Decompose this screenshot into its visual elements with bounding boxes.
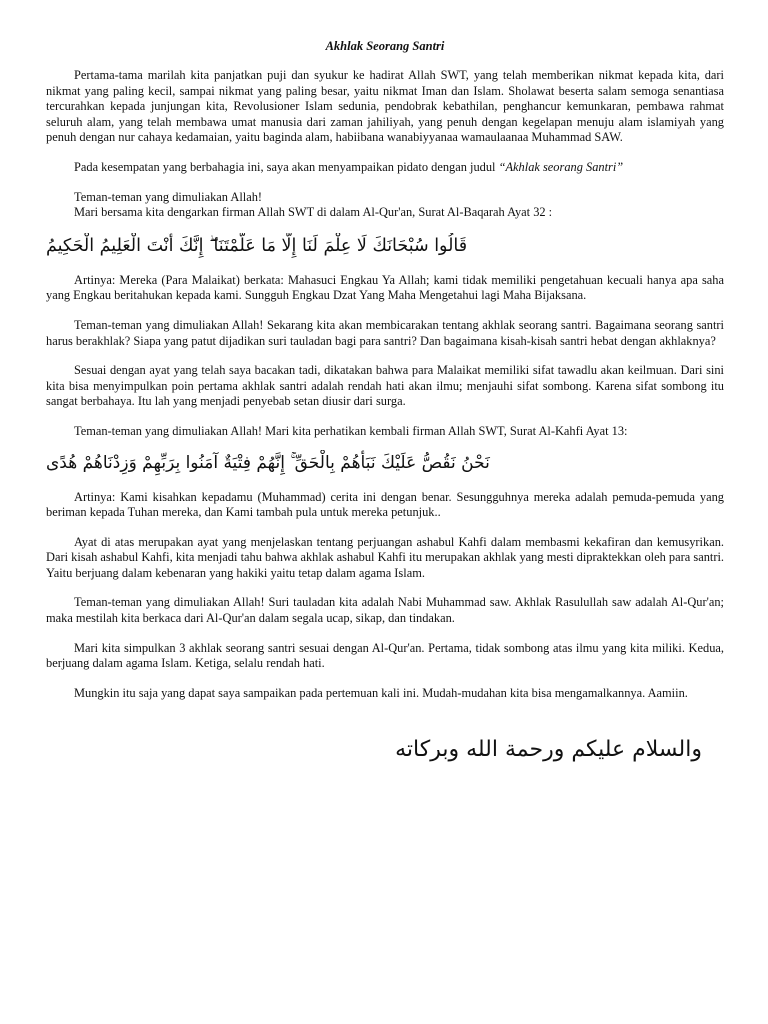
- ayah-al-baqarah-32: قَالُوا سُبْحَانَكَ لَا عِلْمَ لَنَا إِلَّا مَا عَلَّمْتَنَا ۖ إِنَّكَ أَنْتَ الْعَلِيمُ الْحَكِيمُ: [46, 235, 468, 256]
- paragraph-translation-2: Artinya: Kami kisahkan kepadamu (Muhammad) cerita ini dengan benar. Sesungguhnya mereka adalah pemuda-pemuda yang beriman kepada Tuhan mereka, dan Kami tambah pula untuk mereka petunjuk..: [46, 489, 724, 520]
- document-title: Akhlak Seorang Santri: [325, 39, 445, 53]
- paragraph-speech-title: [46, 160, 724, 176]
- paragraph-closing-remarks: Mungkin itu saja yang dapat saya sampaikan pada pertemuan kali ini. Mudah-mudahan kita bisa mengamalkannya. Aamiin.: [74, 685, 688, 700]
- ayah-al-kahfi-13: نَحْنُ نَقُصُّ عَلَيْكَ نَبَأَهُمْ بِالْحَقِّ ۚ إِنَّهُمْ فِتْيَةٌ آمَنُوا بِرَبِّهِمْ وَزِدْنَاهُمْ هُدًى: [46, 452, 490, 473]
- paragraph-greeting-1: Teman-teman yang dimuliakan Allah!: [74, 189, 263, 204]
- closing-salam: والسلام عليكم ورحمة الله وبركاته: [395, 737, 702, 763]
- paragraph-role-model: Teman-teman yang dimuliakan Allah! Suri tauladan kita adalah Nabi Muhammad saw. Akhlak Rasulullah saw adalah Al-Qur'an; maka mestilah kita berkaca dari Al-Qur'an dalam segala ucap, sikap, dan tindakan.: [46, 595, 724, 626]
- paragraph-baqarah-intro: Mari bersama kita dengarkan firman Allah SWT di dalam Al-Qur'an, Surat Al-Baqarah Ayat 32 :: [74, 205, 553, 220]
- paragraph-opening: Pertama-tama marilah kita panjatkan puji dan syukur ke hadirat Allah SWT, yang telah memberikan nikmat kepada kita, dari nikmat yang paling kecil, sampai nikmat yang paling besar, yaitu nikmat Iman dan Islam. Sholawat beserta salam semoga senantiasa tercurahkan kepada junjungan kita, Revolusioner Islam sedunia, pendobrak kebathilan, penghancur kemunkaran, pembawa rahmat seluruh alam, yang telah membawa umat manusia dari zaman jahiliyah, yang penuh dengan kegelapan menuju alam islamiyah yang penuh dengan nur cahaya kedamaian, yaitu baginda alam, habiibana wanabiyyanaa wamaulaanaa Muhammad SAW.: [46, 68, 724, 145]
- speech-title-quote: “Akhlak seorang Santri”: [498, 159, 624, 174]
- paragraph-topic: Teman-teman yang dimuliakan Allah! Sekarang kita akan membicarakan tentang akhlak seorang santri. Bagaimana seorang santri harus berakhlak? Siapa yang patut dijadikan suri tauladan bagi para santri? Dan bagaimana kisah-kisah santri hebat dengan akhlaknya?: [46, 317, 724, 348]
- paragraph-translation-1: Artinya: Mereka (Para Malaikat) berkata: Mahasuci Engkau Ya Allah; kami tidak memiliki pengetahuan kecuali hanya apa saha yang Engkau beritahukan kepada kami. Sungguh Engkau Dzat Yang Maha Mengetahui lagi Maha Bijaksana.: [46, 272, 724, 303]
- paragraph-ashabul-kahfi: Ayat di atas merupakan ayat yang menjelaskan tentang perjuangan ashabul Kahfi dalam membasmi kekafiran dan kemusyrikan. Dari kisah ashabul Kahfi, kita menjadi tahu bahwa akhlak ashabul Kahfi itu merupakan akhlak yang mesti dipraktekkan oleh para santri. Yaitu berjuang dalam kebenaran yang hakiki yaitu tetap dalam agama Islam.: [46, 534, 724, 580]
- paragraph-summary: Mari kita simpulkan 3 akhlak seorang santri sesuai dengan Al-Qur'an. Pertama, tidak sombong atas ilmu yang kita miliki. Kedua, berjuang dalam agama Islam. Ketiga, selalu rendah hati.: [46, 640, 724, 671]
- speech-title-intro: Pada kesempatan yang berbahagia ini, saya akan menyampaikan pidato dengan judul: [74, 159, 499, 174]
- paragraph-humility: Sesuai dengan ayat yang telah saya bacakan tadi, dikatakan bahwa para Malaikat memiliki sifat tawadlu akan keilmuan. Dari sini kita bisa menyimpulkan poin pertama akhlak santri adalah rendah hati akan ilmu; menjauhi sifat sombong. Karena sifat sombong itu sangat berbahaya. Itu lah yang menjadi penyebab setan diusir dari surga.: [46, 363, 724, 409]
- paragraph-kahfi-intro: Teman-teman yang dimuliakan Allah! Mari kita perhatikan kembali firman Allah SWT, Surat Al-Kahfi Ayat 13:: [74, 423, 628, 438]
